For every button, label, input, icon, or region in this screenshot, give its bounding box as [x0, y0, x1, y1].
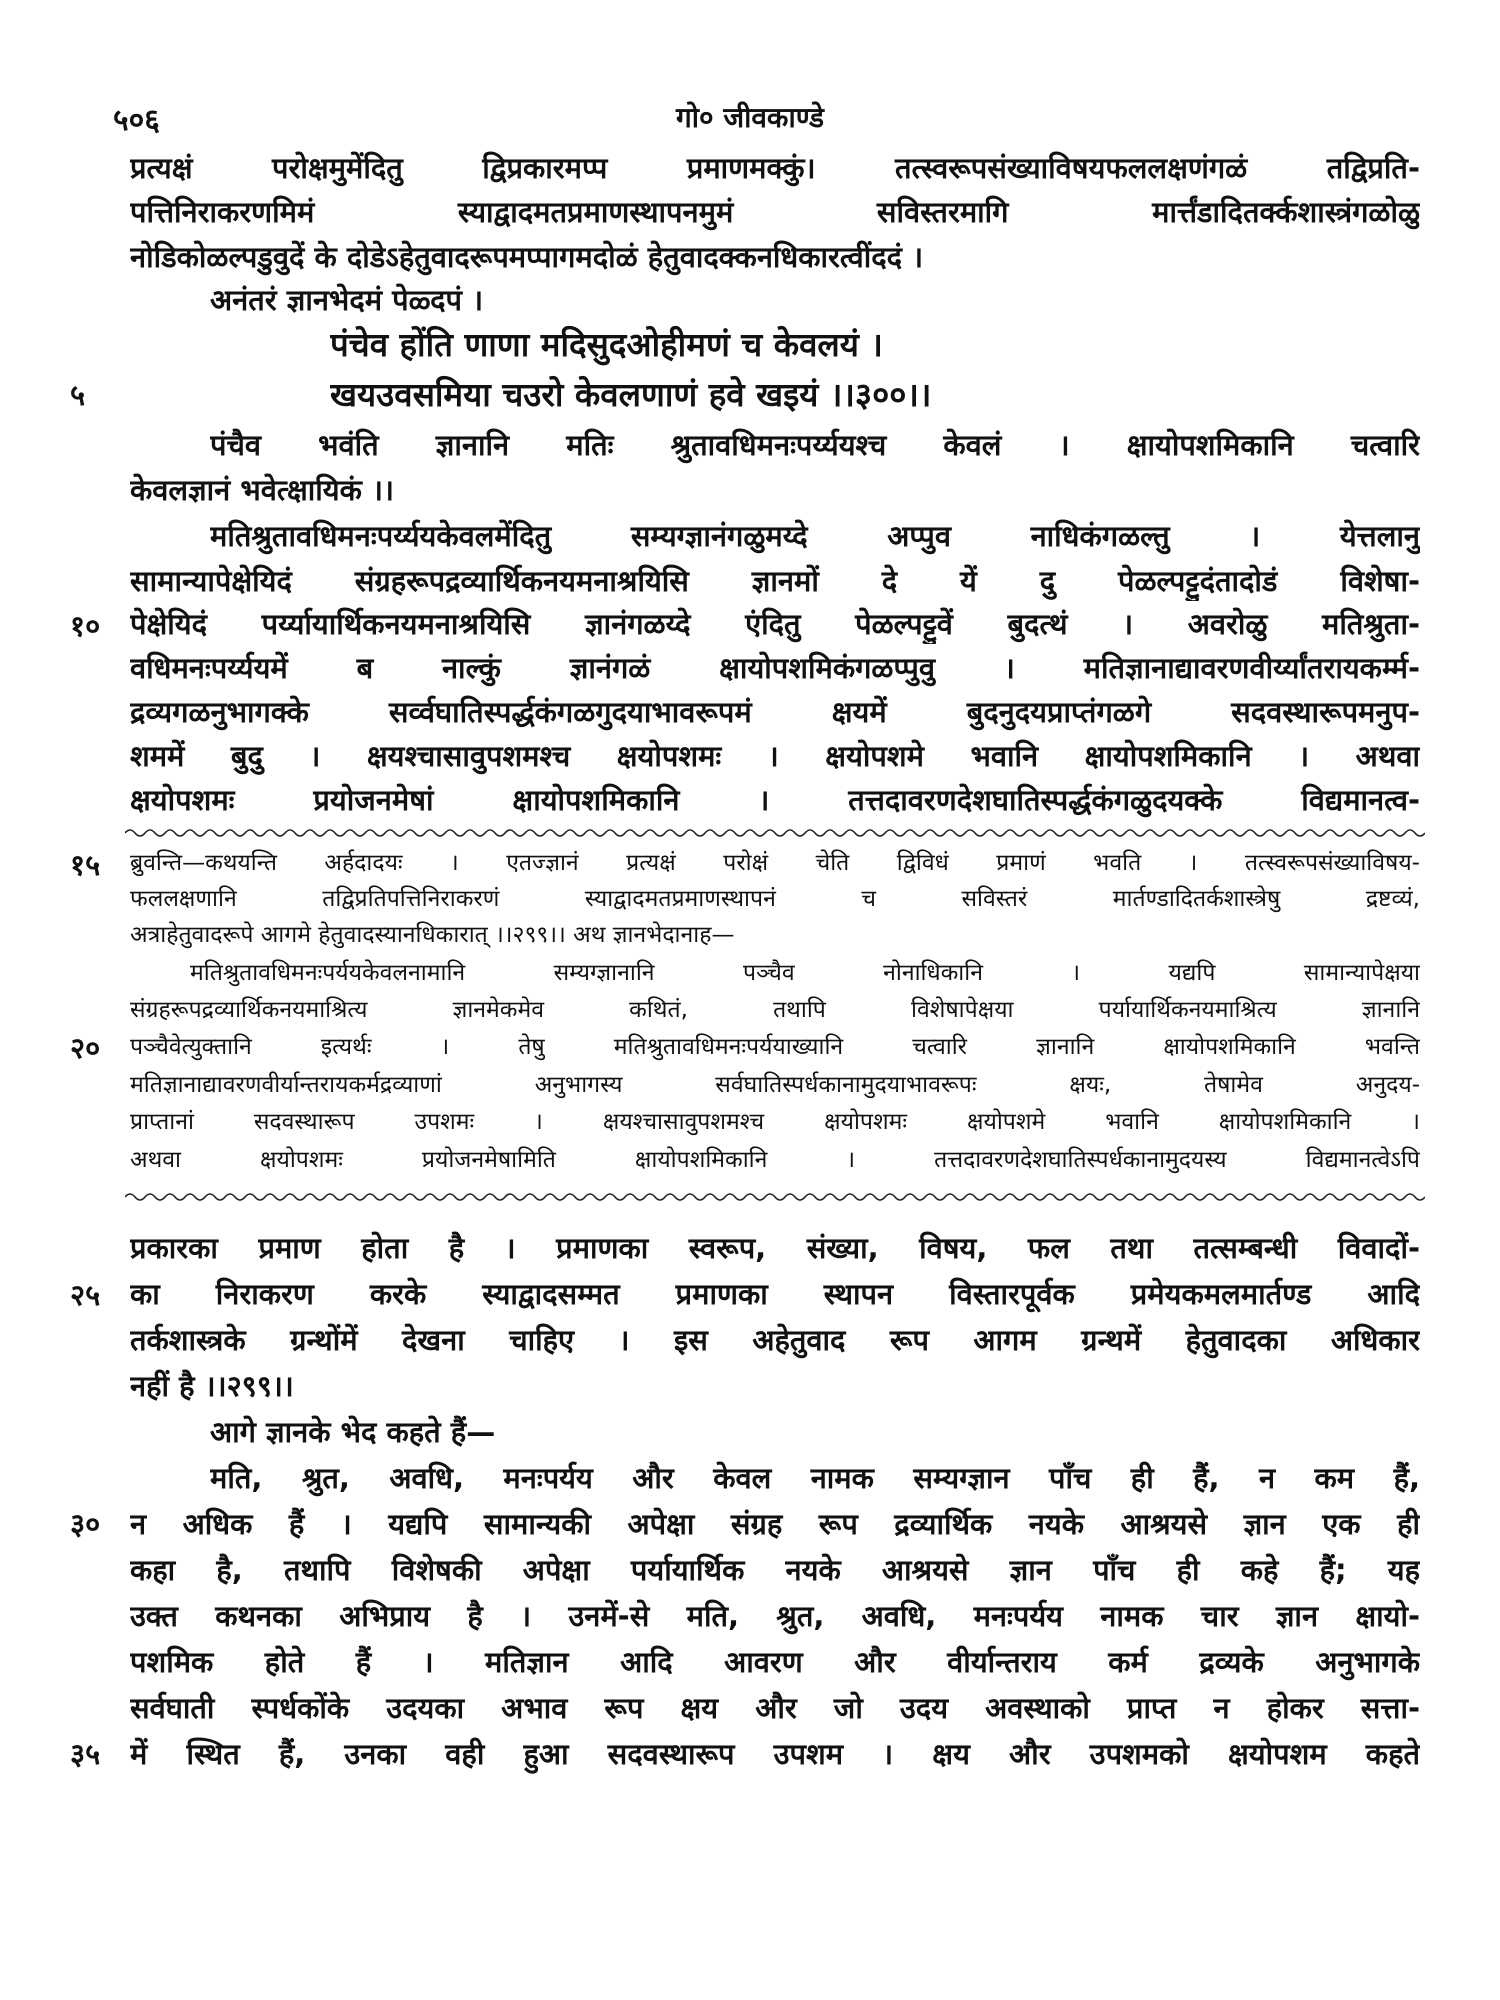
- margin-line-number: ३५: [70, 1737, 101, 1771]
- margin-line-number: २०: [70, 1031, 101, 1065]
- hindi-heading-line: आगे ज्ञानके भेद कहते हैं—: [210, 1415, 496, 1449]
- margin-line-number: १५: [70, 848, 101, 882]
- hindi-line: प्रकारका प्रमाण होता है । प्रमाणका स्वरूप, संख्या, विषय, फल तथा तत्सम्बन्धी विवादों-: [130, 1231, 1420, 1265]
- commentary-line: क्षयोपशमः प्रयोजनमेषां क्षायोपशमिकानि । तत्तदावरणदेशघातिस्पर्द्धकंगळुदयक्के विद्यमानत्व-: [130, 783, 1420, 817]
- sanskrit-line: प्राप्तानां सदवस्थारूप उपशमः । क्षयश्चासावुपशमश्च क्षयोपशमः क्षयोपशमे भवानि क्षायोपशमिकानि ।: [130, 1109, 1420, 1135]
- gatha-line-2: खयउवसमिया चउरो केवलणाणं हवे खइयं ।।३००।।: [330, 375, 932, 414]
- sanskrit-line: मतिश्रुतावधिमनःपर्ययकेवलनामानि सम्यग्ज्ञानानि पञ्चैव नोनाधिकानि । यद्यपि सामान्यापेक्षया: [190, 960, 1420, 986]
- hindi-line: नहीं है ।।२९९।।: [130, 1369, 294, 1403]
- wavy-separator: [125, 826, 1425, 840]
- sanskrit-line: फललक्षणानि तद्विप्रतिपत्तिनिराकरणं स्याद्वादमतप्रमाणस्थापनं च सविस्तरं मार्तण्डादितर्कशास्त्रेषु द्रष्टव्यं,: [130, 886, 1420, 912]
- sanskrit-line: मतिज्ञानाद्यावरणवीर्यान्तरायकर्मद्रव्याणां अनुभागस्य सर्वघातिस्पर्धकानामुदयाभावरूपः क्षयः, तेषामेव अनुदय-: [130, 1072, 1420, 1098]
- hindi-line: मति, श्रुत, अवधि, मनःपर्यय और केवल नामक सम्यग्ज्ञान पाँच ही हैं, न कम हैं,: [210, 1461, 1420, 1495]
- commentary-line: द्रव्यगळनुभागक्के सर्व्वघातिस्पर्द्धकंगळगुदयाभावरूपमं क्षयमें बुदनुदयप्राप्तंगळगे सदवस्थारूपमनुप-: [130, 695, 1420, 729]
- sanskrit-line: पञ्चैवेत्युक्तानि इत्यर्थः । तेषु मतिश्रुतावधिमनःपर्ययाख्यानि चत्वारि ज्ञानानि क्षायोपशमिकानि भवन्ति: [130, 1034, 1420, 1060]
- commentary-line: पत्तिनिराकरणमिमं स्याद्वादमतप्रमाणस्थापनमुमं सविस्तरमागि मार्त्तंडादितर्क्कशास्त्रंगळोळु: [130, 195, 1420, 229]
- margin-line-number: ३०: [70, 1507, 101, 1541]
- gatha-line-1: पंचेव होंति णाणा मदिसुदओहीमणं च केवलयं ।: [330, 325, 883, 364]
- commentary-line: सामान्यापेक्षेयिदं संग्रहरूपद्रव्यार्थिकनयमनाश्रयिसि ज्ञानमों दे यें दु पेळल्पट्टुदंतादोडं विशेषा-: [130, 564, 1420, 598]
- commentary-line: पेक्षेयिदं पर्य्यायार्थिकनयमनाश्रयिसि ज्ञानंगळय्दे एंदितु पेळल्पट्टुवें बुदत्थं । अवरोळु मतिश्रुता-: [130, 607, 1420, 641]
- sanskrit-line: ब्रुवन्ति—कथयन्ति अर्हदादयः । एतज्ज्ञानं प्रत्यक्षं परोक्षं चेति द्विविधं प्रमाणं भवति । तत्स्वरूपसंख्याविषय-: [130, 850, 1420, 876]
- commentary-line: प्रत्यक्षं परोक्षमुमेंदितु द्विप्रकारमप्प प्रमाणमक्कुं। तत्स्वरूपसंख्याविषयफललक्षणंगळं तद्विप्रति-: [130, 151, 1420, 185]
- commentary-line: मतिश्रुतावधिमनःपर्य्ययकेवलमेंदितु सम्यग्ज्ञानंगळुमय्दे अप्पुव नाधिकंगळल्तु । येत्तलानु: [210, 519, 1420, 553]
- hindi-line: उक्त कथनका अभिप्राय है । उनमें-से मति, श्रुत, अवधि, मनःपर्यय नामक चार ज्ञान क्षायो-: [130, 1599, 1420, 1633]
- commentary-line: नोडिकोळल्पडुवुदें के दोडेऽहेतुवादरूपमप्पागमदोळं हेतुवादक्कनधिकारत्वींददं ।: [130, 240, 924, 274]
- margin-line-number: १०: [70, 609, 101, 643]
- hindi-line: तर्कशास्त्रके ग्रन्थोंमें देखना चाहिए । इस अहेतुवाद रूप आगम ग्रन्थमें हेतुवादका अधिकार: [130, 1323, 1420, 1357]
- margin-line-number: २५: [70, 1278, 101, 1312]
- sanskrit-line: अथवा क्षयोपशमः प्रयोजनमेषामिति क्षायोपशमिकानि । तत्तदावरणदेशघातिस्पर्धकानामुदयस्य विद्यमानत्वेऽपि: [130, 1147, 1420, 1173]
- hindi-line: का निराकरण करके स्याद्वादसम्मत प्रमाणका स्थापन विस्तारपूर्वक प्रमेयकमलमार्तण्ड आदि: [130, 1277, 1420, 1311]
- running-title: गो० जीवकाण्डे: [676, 101, 824, 134]
- hindi-line: पशमिक होते हैं । मतिज्ञान आदि आवरण और वीर्यान्तराय कर्म द्रव्यके अनुभागके: [130, 1645, 1420, 1679]
- page-header: [0, 98, 1500, 138]
- page-number: ५०६: [113, 103, 160, 138]
- commentary-line: पंचैव भवंति ज्ञानानि मतिः श्रुतावधिमनःपर्य्ययश्च केवलं । क्षायोपशमिकानि चत्वारि: [210, 428, 1420, 462]
- commentary-line: वधिमनःपर्य्ययमें ब नाल्कुं ज्ञानंगळं क्षायोपशमिकंगळप्पुवु । मतिज्ञानाद्यावरणवीर्य्यांतरायकर्म्म-: [130, 651, 1420, 685]
- sanskrit-line: संग्रहरूपद्रव्यार्थिकनयमाश्रित्य ज्ञानमेकमेव कथितं, तथापि विशेषापेक्षया पर्यायार्थिकनयमाश्रित्य ज्ञानानि: [130, 997, 1420, 1023]
- hindi-line: में स्थित हैं, उनका वही हुआ सदवस्थारूप उपशम । क्षय और उपशमको क्षयोपशम कहते: [130, 1737, 1420, 1771]
- sanskrit-line: अत्राहेतुवादरूपे आगमे हेतुवादस्यानधिकारात् ।।२९९।। अथ ज्ञानभेदानाह—: [130, 922, 735, 948]
- wavy-separator: [125, 1190, 1425, 1204]
- commentary-line: अनंतरं ज्ञानभेदमं पेळ्दपं ।: [210, 283, 484, 317]
- margin-line-number: ५: [70, 378, 86, 412]
- commentary-line: केवलज्ञानं भवेत्क्षायिकं ।।: [130, 473, 394, 507]
- hindi-line: न अधिक हैं । यद्यपि सामान्यकी अपेक्षा संग्रह रूप द्रव्यार्थिक नयके आश्रयसे ज्ञान एक ही: [130, 1507, 1420, 1541]
- hindi-line: कहा है, तथापि विशेषकी अपेक्षा पर्यायार्थिक नयके आश्रयसे ज्ञान पाँच ही कहे हैं; यह: [130, 1553, 1420, 1587]
- hindi-line: सर्वघाती स्पर्धकोंके उदयका अभाव रूप क्षय और जो उदय अवस्थाको प्राप्त न होकर सत्ता-: [130, 1691, 1420, 1725]
- commentary-line: शममें बुदु । क्षयश्चासावुपशमश्च क्षयोपशमः । क्षयोपशमे भवानि क्षायोपशमिकानि । अथवा: [130, 739, 1420, 773]
